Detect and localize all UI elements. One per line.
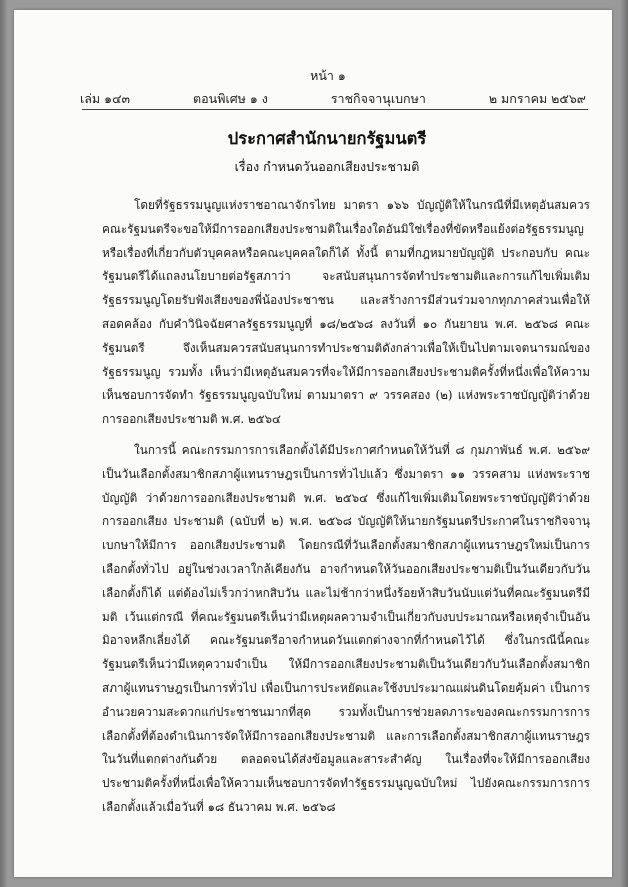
gazette-name: ราชกิจจานุเบกษา [330, 91, 426, 106]
gazette-issue-line [80, 89, 586, 109]
paragraph-1: โดยที่รัฐธรรมนูญแห่งราชอาณาจักรไทย มาตรา ๑๖๖ บัญญัติให้ในกรณีที่มีเหตุอันสมควร คณะรัฐมนตรีจะขอให้มีการออกเสียงประชามติในเรื่องใดอันมิใช่เรื่องที่ขัดหรือแย้งต่อรัฐธรรมนูญ หรือเรื่องที่เกี่ยวกับตัวบุคคลหรือคณะบุคคลใดก็ได้ ทั้งนี้ ตามที่กฎหมายบัญญัติ ประกอบกับ คณะรัฐมนตรีได้แถลงนโยบายต่อรัฐสภาว่า จะสนับสนุนการจัดทำประชามติและการแก้ไขเพิ่มเติม รัฐธรรมนูญโดยรับฟังเสียงของพี่น้องประชาชน และสร้างการมีส่วนร่วมจากทุกภาคส่วนเพื่อให้สอดคล้อง กับคำวินิจฉัยศาลรัฐธรรมนูญที่ ๑๘/๒๕๖๘ ลงวันที่ ๑๐ กันยายน พ.ศ. ๒๕๖๘ คณะรัฐมนตรี จึงเห็นสมควรสนับสนุนการทำประชามติดังกล่าวเพื่อให้เป็นไปตามเจตนารมณ์ของรัฐธรรมนูญ รวมทั้ง เห็นว่ามีเหตุอันสมควรที่จะให้มีการออกเสียงประชามติครั้งที่หนึ่งเพื่อให้ความเห็นชอบการจัดทำ รัฐธรรมนูญฉบับใหม่ ตามมาตรา ๙ วรรคสอง (๒) แห่งพระราชบัญญัติว่าด้วยการออกเสียงประชามติ พ.ศ. ๒๕๖๔ [102, 198, 590, 427]
volume-number: เล่ม ๑๔๓ [80, 91, 131, 106]
document-subject: เรื่อง กำหนดวันออกเสียงประชามติ [234, 159, 420, 174]
document-body [102, 194, 590, 820]
publication-date: ๒ มกราคม ๒๕๖๙ [488, 91, 586, 106]
gazette-page [14, 10, 612, 877]
document-title: ประกาศสำนักนายกรัฐมนตรี [227, 129, 427, 148]
special-issue-number: ตอนพิเศษ ๑ ง [193, 91, 268, 106]
paragraph-2: ในการนี้ คณะกรรมการการเลือกตั้งได้มีประกาศกำหนดให้วันที่ ๘ กุมภาพันธ์ พ.ศ. ๒๕๖๙ เป็นวันเลือกตั้งสมาชิกสภาผู้แทนราษฎรเป็นการทั่วไปแล้ว ซึ่งมาตรา ๑๑ วรรคสาม แห่งพระราชบัญญัติ ว่าด้วยการออกเสียงประชามติ พ.ศ. ๒๕๖๔ ซึ่งแก้ไขเพิ่มเติมโดยพระราชบัญญัติว่าด้วยการออกเสียง ประชามติ (ฉบับที่ ๒) พ.ศ. ๒๕๖๘ บัญญัติให้นายกรัฐมนตรีประกาศในราชกิจจานุเบกษาให้มีการ ออกเสียงประชามติ โดยกรณีที่วันเลือกตั้งสมาชิกสภาผู้แทนราษฎรใหม่เป็นการเลือกตั้งทั่วไป อยู่ในช่วงเวลาใกล้เคียงกัน อาจกำหนดให้วันออกเสียงประชามติเป็นวันเดียวกับวันเลือกตั้งก็ได้ แต่ต้องไม่เร็วกว่าหกสิบวัน และไม่ช้ากว่าหนึ่งร้อยห้าสิบวันนับแต่วันที่คณะรัฐมนตรีมีมติ เว้นแต่กรณี ที่คณะรัฐมนตรีเห็นว่ามีเหตุผลความจำเป็นเกี่ยวกับงบประมาณหรือเหตุจำเป็นอันมิอาจหลีกเลี่ยงได้ คณะรัฐมนตรีอาจกำหนดวันแตกต่างจากที่กำหนดไว้ได้ ซึ่งในกรณีนี้คณะรัฐมนตรีเห็นว่ามีเหตุความจำเป็น ให้มีการออกเสียงประชามติเป็นวันเดียวกับวันเลือกตั้งสมาชิกสภาผู้แทนราษฎรเป็นการทั่วไป เพื่อเป็นการประหยัดและใช้งบประมาณแผ่นดินโดยคุ้มค่า เป็นการอำนวยความสะดวกแก่ประชาชนมากที่สุด รวมทั้งเป็นการช่วยลดภาระของคณะกรรมการการเลือกตั้งที่ต้องดำเนินการจัดให้มีการออกเสียงประชามติ และการเลือกตั้งสมาชิกสภาผู้แทนราษฎรในวันที่แตกต่างกันด้วย ตลอดจนได้ส่งข้อมูลและสาระสำคัญ ในเรื่องที่จะให้มีการออกเสียงประชามติครั้งที่หนึ่งเพื่อให้ความเห็นชอบการจัดทำรัฐธรรมนูญฉบับใหม่ ไปยังคณะกรรมการการเลือกตั้งแล้วเมื่อวันที่ ๑๘ ธันวาคม พ.ศ. ๒๕๖๘ [102, 442, 590, 814]
page-number: หน้า ๑ [310, 68, 346, 83]
header-divider [82, 109, 588, 110]
